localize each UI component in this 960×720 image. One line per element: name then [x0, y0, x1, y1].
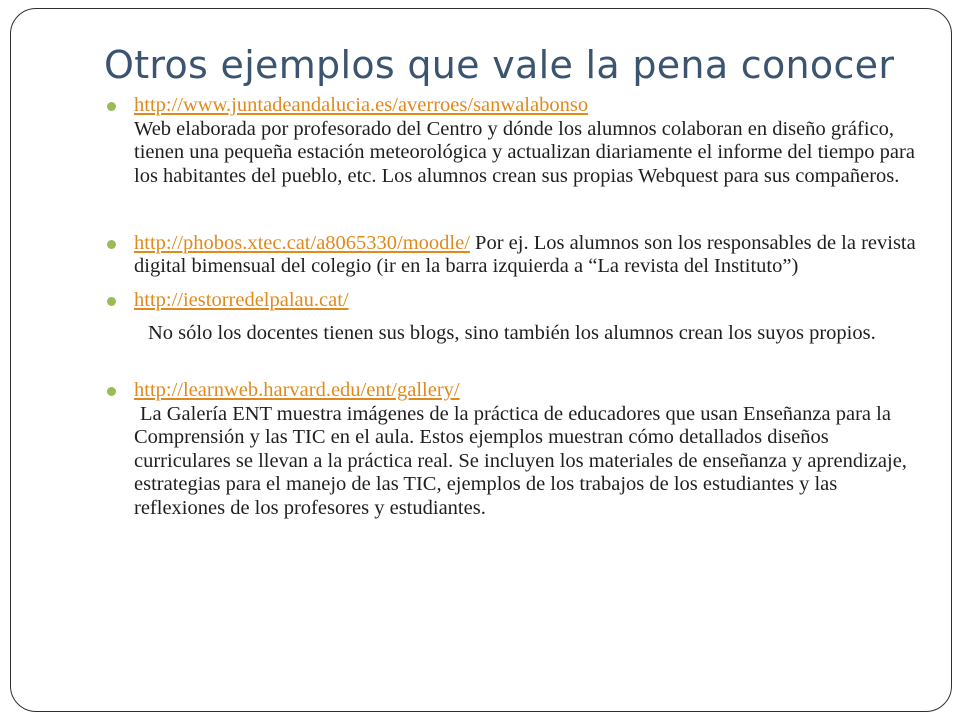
description-phobos-moodle: Por ej. Los alumnos son los responsables de la revista digital bimensual del colegio (ir en la barra izquierda a “La revista del Instituto”)	[134, 231, 916, 277]
list-item-iestorredelpalau	[106, 289, 926, 346]
link-phobos-moodle[interactable]: http://phobos.xtec.cat/a8065330/moodle/	[134, 231, 470, 254]
spacer	[134, 312, 926, 322]
bullet-icon	[107, 240, 116, 249]
link-learnweb-harvard[interactable]: http://learnweb.harvard.edu/ent/gallery/	[134, 379, 460, 401]
bullet-icon	[107, 102, 116, 111]
slide-title: Otros ejemplos que vale la pena conocer	[104, 43, 895, 87]
description-juntadeandalucia: Web elaborada por profesorado del Centro y dónde los alumnos colaboran en diseño gráfico, tienen una pequeña estación meteorológica y actualizan diariamente el informe del tiempo para los habitantes del pueblo, etc. Los alumnos crean sus propias Webquest para sus compañeros.	[134, 117, 915, 187]
description-learnweb-harvard: La Galería ENT muestra imágenes de la práctica de educadores que usan Enseñanza para la Comprensión y las TIC en el aula. Estos ejemplos muestran cómo detallados diseños curriculares se llevan a la práctica real. Se incluyen los materiales de enseñanza y aprendizaje, estrategias para el manejo de las TIC, ejemplos de los trabajos de los estudiantes y las reflexiones de los profesores y estudiantes.	[134, 402, 907, 519]
list-item-juntadeandalucia	[106, 94, 926, 188]
spacer	[106, 346, 926, 370]
spacer	[106, 279, 926, 289]
slide-body	[106, 94, 926, 520]
list-item-phobos-moodle	[106, 232, 926, 279]
link-juntadeandalucia[interactable]: http://www.juntadeandalucia.es/averroes/sanwalabonso	[134, 94, 589, 116]
bullet-icon	[107, 387, 116, 396]
spacer	[106, 188, 926, 212]
list-item-learnweb-harvard	[106, 379, 926, 520]
spacer	[106, 369, 926, 379]
description-iestorredelpalau: No sólo los docentes tienen sus blogs, sino también los alumnos crean los suyos propios.	[148, 322, 876, 344]
bullet-icon	[107, 297, 116, 306]
link-iestorredelpalau[interactable]: http://iestorredelpalau.cat/	[134, 288, 349, 311]
spacer	[106, 212, 926, 232]
